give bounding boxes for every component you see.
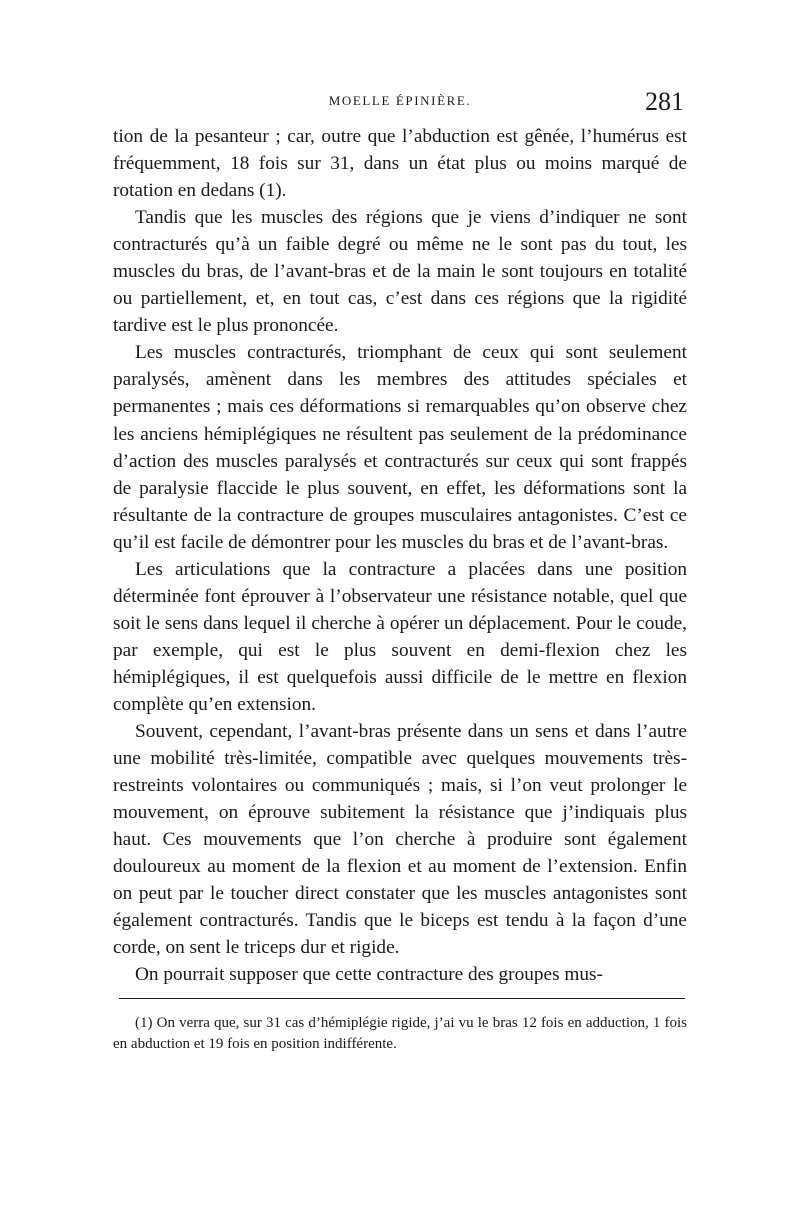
body-text [113,123,687,989]
paragraph: tion de la pesanteur ; car, outre que l’abduction est gênée, l’humérus est fréquemment, 18 fois sur 31, dans un état plus ou moins marqué de rotation en dedans (1). [113,126,687,202]
paragraph: Les articulations que la contracture a placées dans une position déterminée font éprouver à l’observateur une résistance notable, quel que soit le sens dans lequel il cherche à opérer un déplacement. Pour le coude, par exemple, qui est le plus souvent en demi-flexion chez les hémiplégiques, il est quelquefois aussi difficile de le mettre en flexion complète qu’en extension. [113,558,687,715]
running-title: MOELLE ÉPINIÈRE. [328,93,472,108]
paragraph: On pourrait supposer que cette contracture des groupes mus- [135,964,603,986]
footnotes [113,1013,687,1055]
paragraph: Tandis que les muscles des régions que je viens d’indiquer ne sont contracturés qu’à un faible degré ou même ne le sont pas du tout, les muscles du bras, de l’avant-bras et de la main le sont toujours en totalité ou partiellement, et, en tout cas, c’est dans ces régions que la rigidité tardive est le plus prononcée. [113,207,687,337]
page-number: 281 [645,87,684,116]
footnote-rule [119,998,685,999]
footnote: (1) On verra que, sur 31 cas d’hémiplégie rigide, j’ai vu le bras 12 fois en adduction, 1 fois en abduction et 19 fois en position indifférente. [113,1014,687,1052]
paragraph: Les muscles contracturés, triomphant de ceux qui sont seulement paralysés, amènent dans les membres des attitudes spéciales et permanentes ; mais ces déformations si remarquables qu’on observe chez les anciens hémiplégiques ne résultent pas seulement de la prédominance d’action des muscles paralysés et contracturés sur ceux qui sont frappés de paralysie flaccide le plus souvent, en effet, les déformations sont la résultante de la contracture de groupes musculaires antagonistes. C’est ce qu’il est facile de démontrer pour les muscles du bras et de l’avant-bras. [113,342,687,553]
running-head [113,87,687,123]
paragraph: Souvent, cependant, l’avant-bras présente dans un sens et dans l’autre une mobilité très-limitée, compatible avec quelques mouvements très-restreints volontaires ou communiqués ; mais, si l’on veut prolonger le mouvement, on éprouve subitement la résistance que j’indiquais plus haut. Ces mouvements que l’on cherche à produire sont également douloureux au moment de la flexion et au moment de l’extension. Enfin on peut par le toucher direct constater que les muscles antagonistes sont également contracturés. Tandis que le biceps est tendu à la façon d’une corde, on sent le triceps dur et rigide. [113,721,687,959]
book-page [113,87,687,1055]
